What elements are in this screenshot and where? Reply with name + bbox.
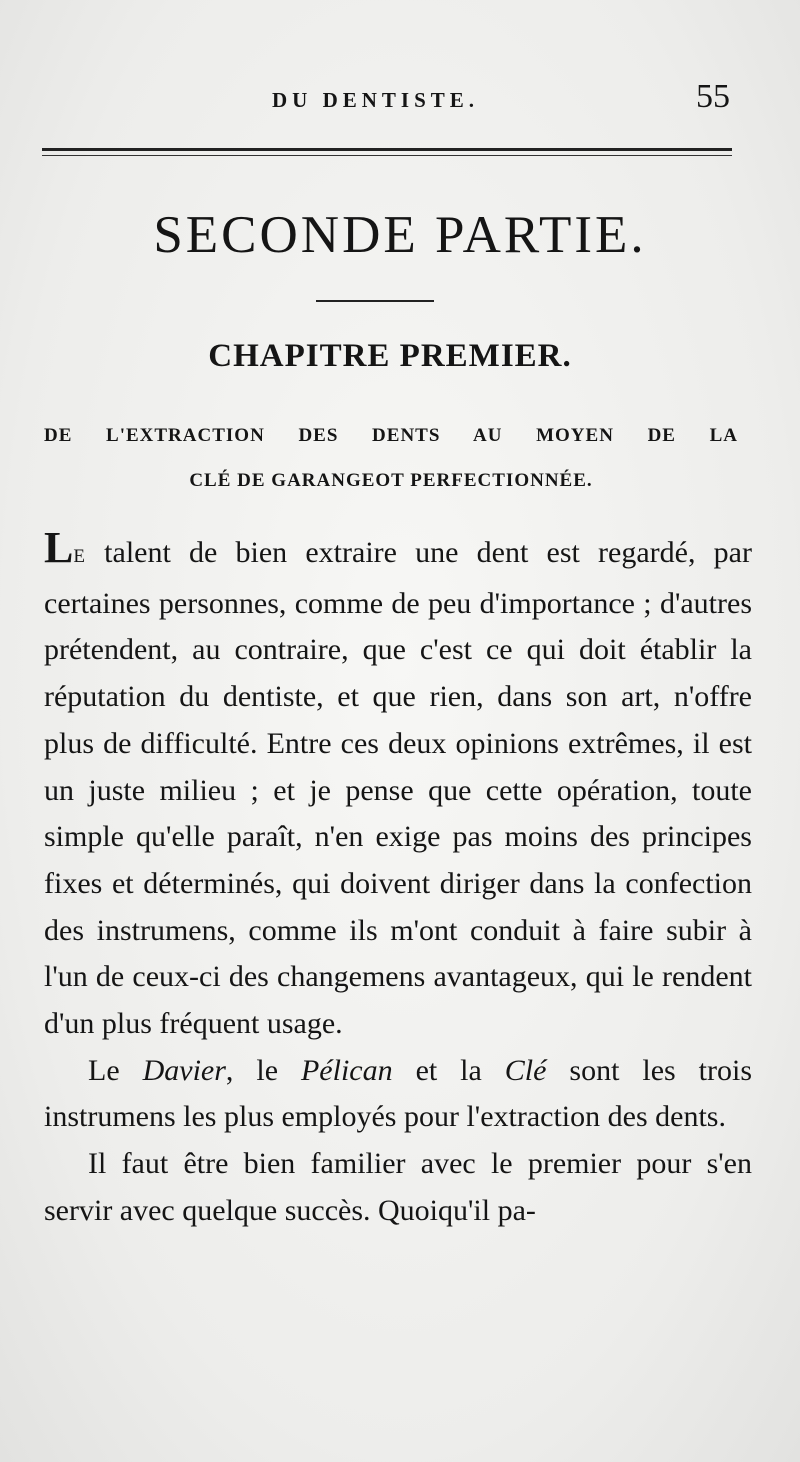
term-cle: Clé [504,1053,547,1087]
paragraph-2-text: Le [88,1053,143,1087]
paragraph-2-text: , le [225,1053,301,1087]
paragraph-2-text: et la [392,1053,505,1087]
title-divider [316,300,434,302]
paragraph-1 [44,523,752,1048]
paragraph-2-text: sont les trois instrumens les plus employés pour l'extraction des dents. [44,1053,753,1134]
header-double-rule [42,148,732,156]
paragraph-3-text: Il faut être bien familier avec le premier pour s'en servir avec quelque succès. Quoiqu'il pa- [44,1147,752,1227]
body-text [44,523,753,1235]
chapter-subheading-line1: DE L'EXTRACTION DES DENTS AU MOYEN DE LA [44,425,738,446]
paragraph-1-text: talent de bien extraire une dent est regardé, par certaines personnes, comme de peu d'importance ; d'autres prétendent, au contraire, que c'est ce qui doit établir la réputation du dentiste, et que rien, dans son art, n'offre plus de difficulté. Entre ces deux opinions extrêmes, il est un juste milieu ; et je pense que cette opération, toute simple qu'elle paraît, n'en exige pas moins des principes fixes et déterminés, qui doivent diriger dans la confection des instrumens, comme ils m'ont conduit à faire subir à l'un de ceux-ci des changemens avantageux, qui le rendent d'un plus fréquent usage. [44,536,752,1041]
drop-cap: L [44,523,74,572]
chapter-subheading-line2: CLÉ DE GARANGEOT PERFECTIONNÉE. [189,470,593,491]
term-davier: Davier [142,1053,226,1087]
paragraph-2 [44,1048,752,1141]
part-title: SECONDE PARTIE. [153,206,647,264]
chapter-title: CHAPITRE PREMIER. [208,338,572,374]
drop-cap-continuation: E [73,546,86,567]
paragraph-3 [44,1141,752,1234]
running-head: DU DENTISTE. [272,88,480,112]
page-number: 55 [696,78,730,115]
term-pelican: Pélican [300,1053,393,1087]
